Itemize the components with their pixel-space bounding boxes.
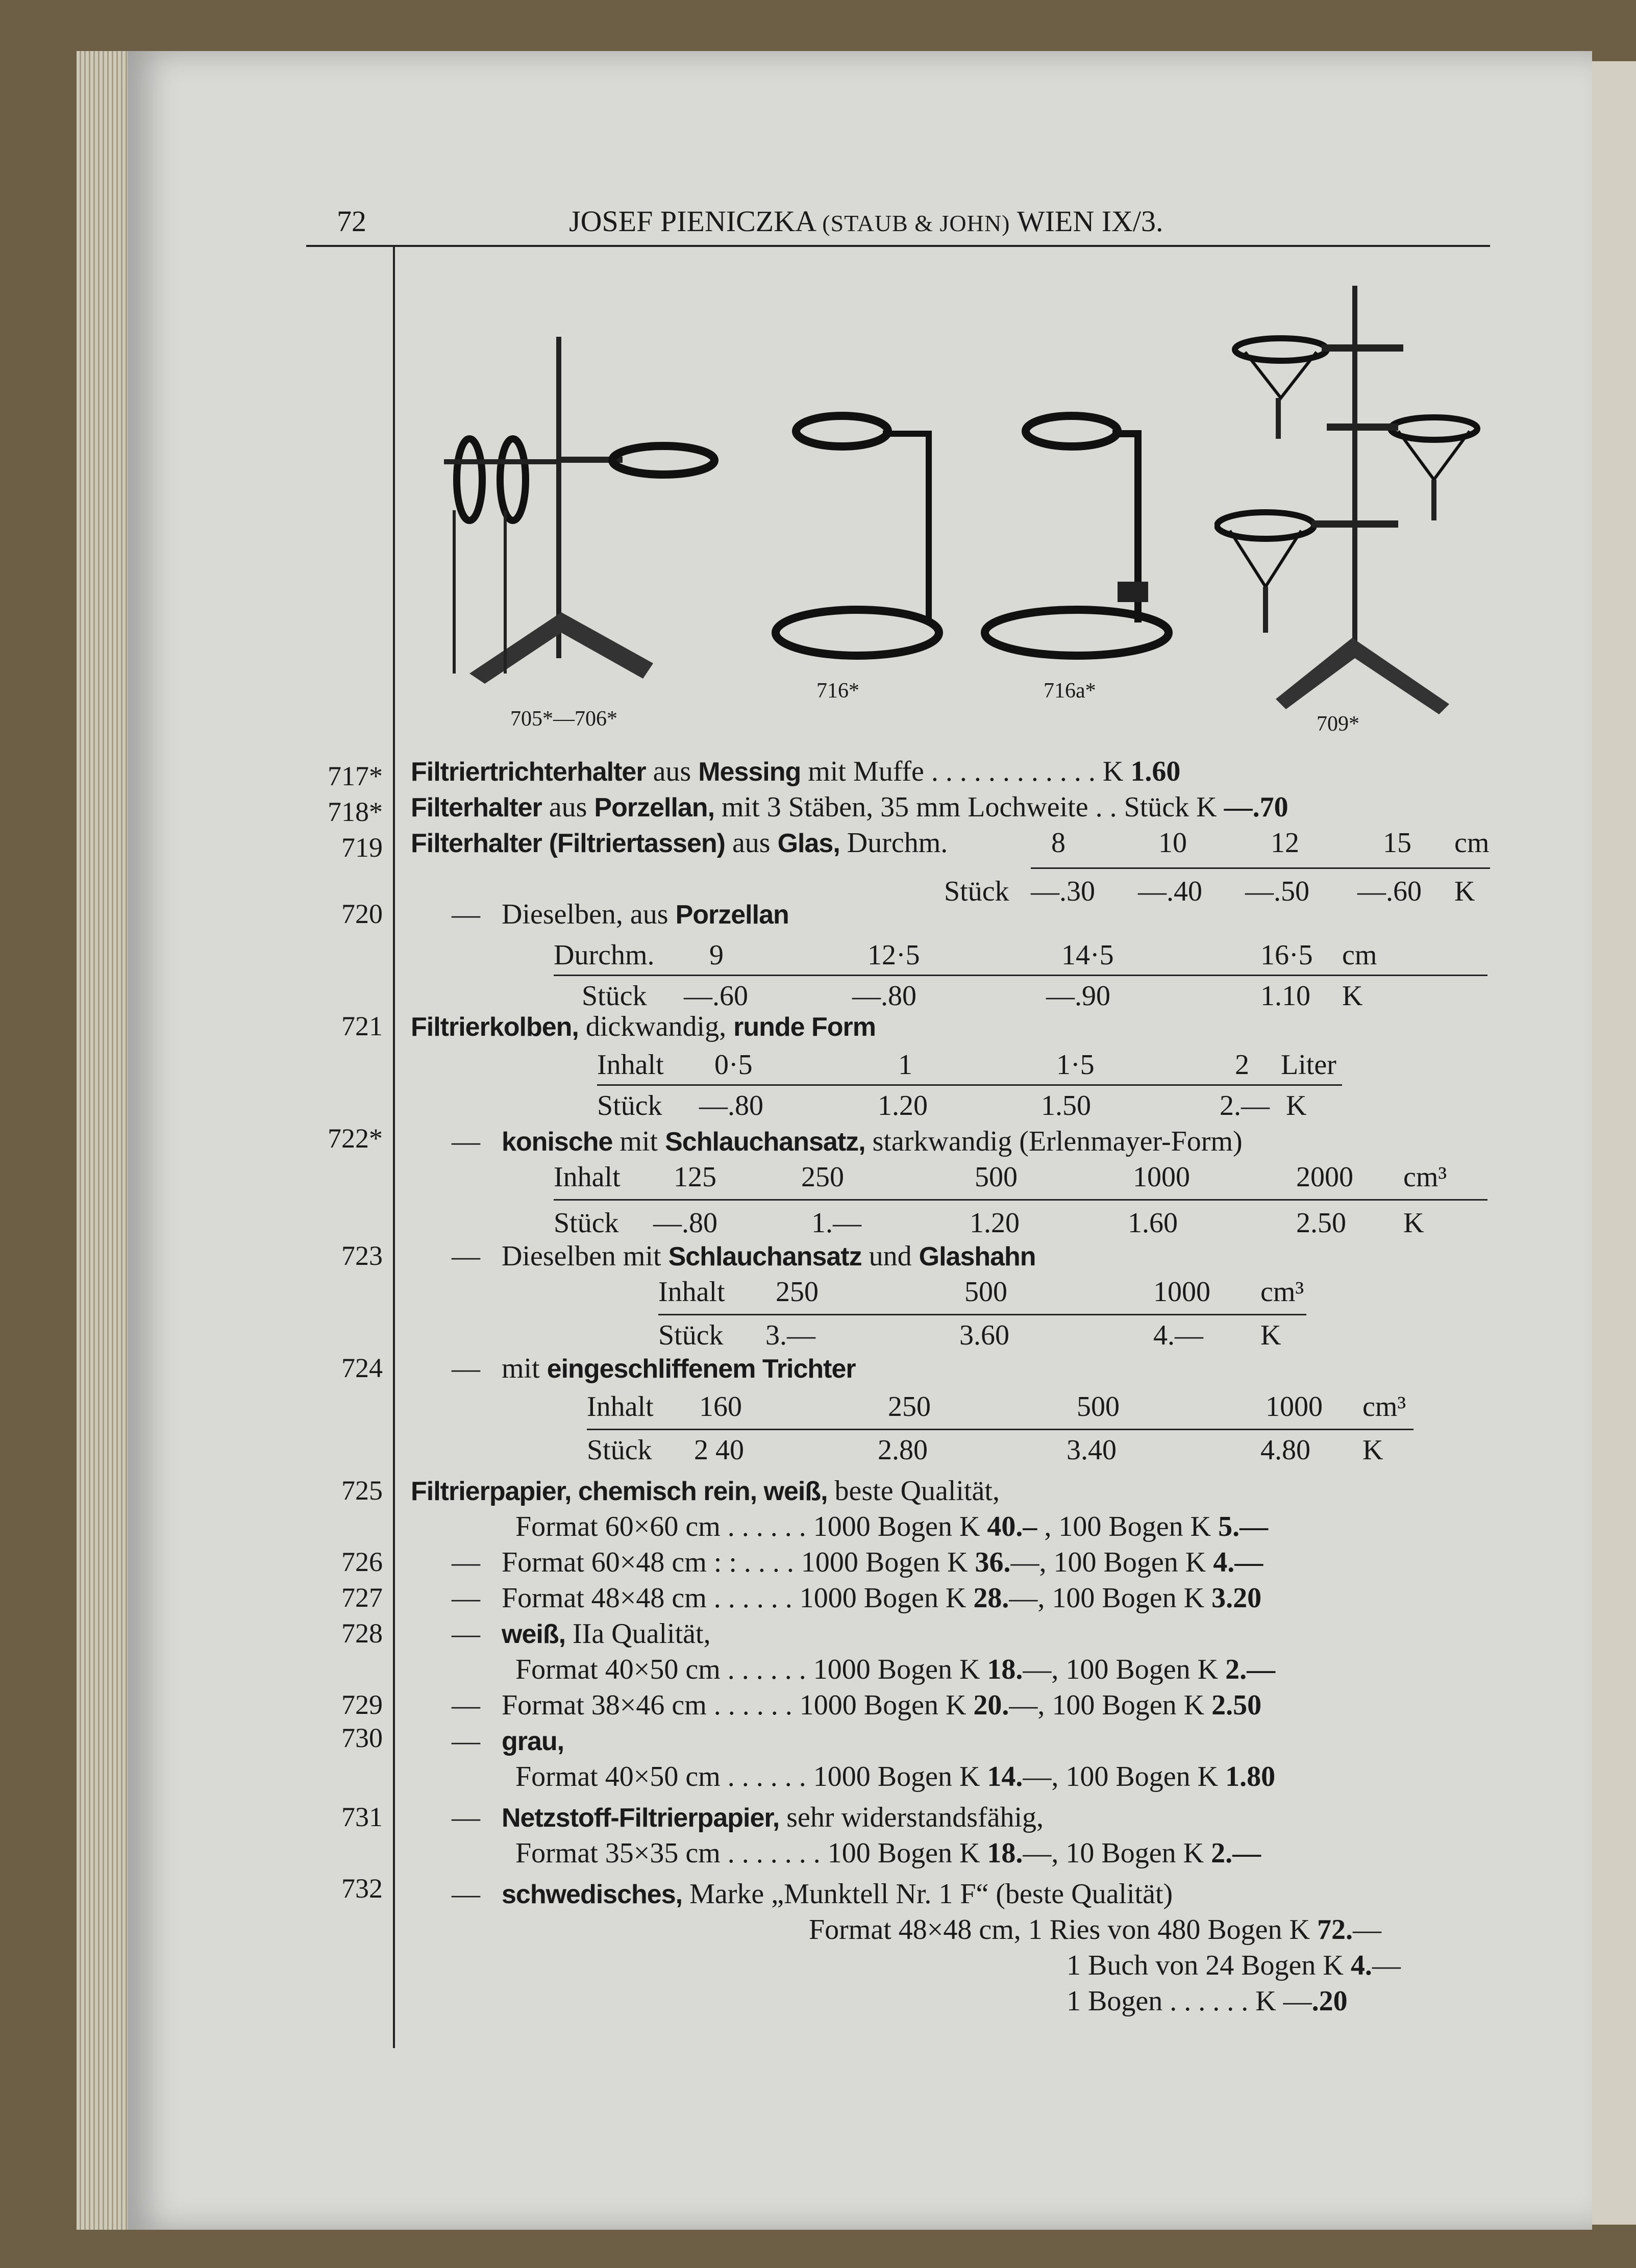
item-number-718: 718* [328,796,383,827]
cell: 12 [1271,827,1299,859]
page-edges [77,51,133,2230]
row-717: Filtriertrichterhalter aus Messing mit Muffe . . . . . . . . . . . . K 1.60 [411,756,1181,787]
cell: 0·5 [714,1049,753,1081]
row-732-line3: 1 Bogen . . . . . . K —.20 [1067,1985,1348,2017]
cell: Inhalt [597,1049,664,1081]
row-723: — Dieselben mit Schlauchansatz und Glashahn [452,1240,1036,1272]
table-rule [587,1429,1414,1430]
item-number-729: 729 [341,1689,383,1720]
cell: K [1362,1434,1383,1466]
cell: 160 [699,1391,742,1423]
item-number-727: 727 [341,1582,383,1613]
cell: K [1342,980,1363,1012]
row-732-line2: 1 Buch von 24 Bogen K 4.— [1067,1950,1401,1981]
item-number-717: 717* [328,761,383,791]
item-number-726: 726 [341,1547,383,1577]
cell: 3.40 [1067,1434,1117,1466]
cell: 16·5 [1260,939,1313,971]
row-720: — Dieselben, aus Porzellan [452,899,789,930]
cell: K [1286,1090,1307,1121]
row-718: Filterhalter aus Porzellan, mit 3 Stäben, 35 mm Lochweite . . Stück K —.70 [411,791,1288,823]
item-number-722: 722* [328,1123,383,1154]
cell: 1 [898,1049,912,1081]
cell: 2 40 [694,1434,744,1466]
cell: 500 [1077,1391,1120,1423]
filter-holder-illustration-716 [760,408,954,674]
funnel-stand-illustration-709 [1214,281,1500,714]
cell: 1.— [811,1207,861,1239]
cell: 250 [776,1276,819,1308]
page-number: 72 [337,205,366,238]
cell: cm³ [1362,1391,1406,1423]
cell: —.90 [1046,980,1110,1012]
cell: —.60 [1357,876,1422,907]
row-725-format: Format 60×60 cm . . . . . . 1000 Bogen K 40.– , 100 Bogen K 5.— [515,1511,1269,1542]
item-number-724: 724 [341,1353,383,1383]
row-726: — Format 60×48 cm : : . . . . 1000 Bogen K 36.—, 100 Bogen K 4.— [452,1547,1263,1578]
table-rule [554,1199,1488,1201]
cell: 8 [1051,827,1065,859]
cell: 250 [888,1391,931,1423]
cell: Inhalt [554,1161,621,1193]
cell: 2000 [1296,1161,1353,1193]
cell: 250 [801,1161,844,1193]
table-rule [658,1314,1306,1315]
item-number-723: 723 [341,1240,383,1271]
item-number-721: 721 [341,1011,383,1041]
number-column-rule [393,247,395,2048]
row-727: — Format 48×48 cm . . . . . . 1000 Bogen K 28.—, 100 Bogen K 3.20 [452,1582,1262,1614]
table-rule [597,1084,1342,1086]
table-rule [1031,867,1490,869]
row-730-format: Format 40×50 cm . . . . . . 1000 Bogen K 14.—, 100 Bogen K 1.80 [515,1761,1276,1792]
cell: Inhalt [658,1276,725,1308]
figure-caption-716: 716* [816,679,859,703]
cell: Stück [554,1207,619,1239]
cell: cm [1454,827,1490,859]
row-721: Filtrierkolben, dickwandig, runde Form [411,1011,876,1042]
page-title: JOSEF PIENICZKA (STAUB & JOHN) WIEN IX/3. [569,205,1163,238]
cell: 10 [1158,827,1187,859]
item-number-719: 719 [341,832,383,863]
cell: K [1454,876,1475,907]
cell: cm [1342,939,1377,971]
row-731-format: Format 35×35 cm . . . . . . . 100 Bogen K 18.—, 10 Bogen K 2.— [515,1837,1261,1869]
cell: Durchm. [554,939,655,971]
cell: 1.20 [970,1207,1020,1239]
cell: —.60 [684,980,748,1012]
cell: 9 [709,939,724,971]
row-729: — Format 38×46 cm . . . . . . 1000 Bogen K 20.—, 100 Bogen K 2.50 [452,1689,1262,1721]
cell: cm³ [1260,1276,1304,1308]
cell: Stück [944,876,1009,907]
cell: 2 [1235,1049,1249,1081]
item-number-725: 725 [341,1475,383,1506]
cell: 1·5 [1056,1049,1095,1081]
figure-caption-709: 709* [1317,712,1359,736]
cell: 3.— [765,1319,815,1351]
header-rule [306,245,1490,247]
cell: 14·5 [1061,939,1114,971]
cell: 1000 [1153,1276,1210,1308]
cell: —.80 [852,980,916,1012]
cell: 1000 [1133,1161,1190,1193]
cell: 4.— [1153,1319,1203,1351]
item-number-732: 732 [341,1873,383,1904]
cell: 500 [964,1276,1007,1308]
cell: Stück [658,1319,724,1351]
next-page-edge [1592,61,1636,2225]
cell: K [1403,1207,1424,1239]
cell: 3.60 [959,1319,1009,1351]
cell: Stück [587,1434,652,1466]
cell: —.80 [699,1090,763,1121]
cell: 2.50 [1296,1207,1346,1239]
cell: —.40 [1138,876,1202,907]
table-rule [554,975,1488,976]
item-number-730: 730 [341,1723,383,1753]
cell: 4.80 [1260,1434,1310,1466]
cell: 1000 [1266,1391,1323,1423]
cell: Stück [582,980,647,1012]
cell: 1.50 [1041,1090,1091,1121]
cell: —.30 [1031,876,1095,907]
row-722: — konische mit Schlauchansatz, starkwandig (Erlenmayer-Form) [452,1126,1243,1157]
item-number-731: 731 [341,1802,383,1832]
cell: 1.10 [1260,980,1310,1012]
row-725: Filtrierpapier, chemisch rein, weiß, beste Qualität, [411,1475,1000,1507]
cell: —.50 [1245,876,1309,907]
filter-holder-illustration-716a [970,408,1194,674]
cell: Inhalt [587,1391,654,1423]
cell: 125 [674,1161,716,1193]
cell: 1.20 [878,1090,928,1121]
cell: —.80 [653,1207,717,1239]
cell: K [1260,1319,1281,1351]
row-719: Filterhalter (Filtriertassen) aus Glas, Durchm. [411,827,948,859]
figure-caption-716a: 716a* [1044,679,1096,703]
cell: 15 [1383,827,1411,859]
cell: 500 [975,1161,1018,1193]
cell: 12·5 [867,939,920,971]
row-724: — mit eingeschliffenem Trichter [452,1353,856,1384]
cell: 2.— [1220,1090,1270,1121]
cell: 2.80 [878,1434,928,1466]
row-731: — Netzstoff-Filtrierpapier, sehr widerstandsfähig, [452,1802,1044,1833]
cell: Stück [597,1090,662,1121]
stand-illustration-705 [439,327,725,694]
row-728-format: Format 40×50 cm . . . . . . 1000 Bogen K 18.—, 100 Bogen K 2.— [515,1654,1276,1685]
cell: Liter [1281,1049,1336,1081]
figure-caption-705: 705*—706* [510,707,617,731]
cell: cm³ [1403,1161,1447,1193]
row-728: — weiß, IIa Qualität, [452,1618,711,1650]
item-number-728: 728 [341,1618,383,1649]
cell: 1.60 [1128,1207,1178,1239]
row-730: — grau, [452,1725,564,1757]
item-number-720: 720 [341,899,383,929]
row-732-line1: Format 48×48 cm, 1 Ries von 480 Bogen K 72.— [809,1914,1381,1946]
row-732: — schwedisches, Marke „Munktell Nr. 1 F“ (beste Qualität) [452,1878,1173,1910]
